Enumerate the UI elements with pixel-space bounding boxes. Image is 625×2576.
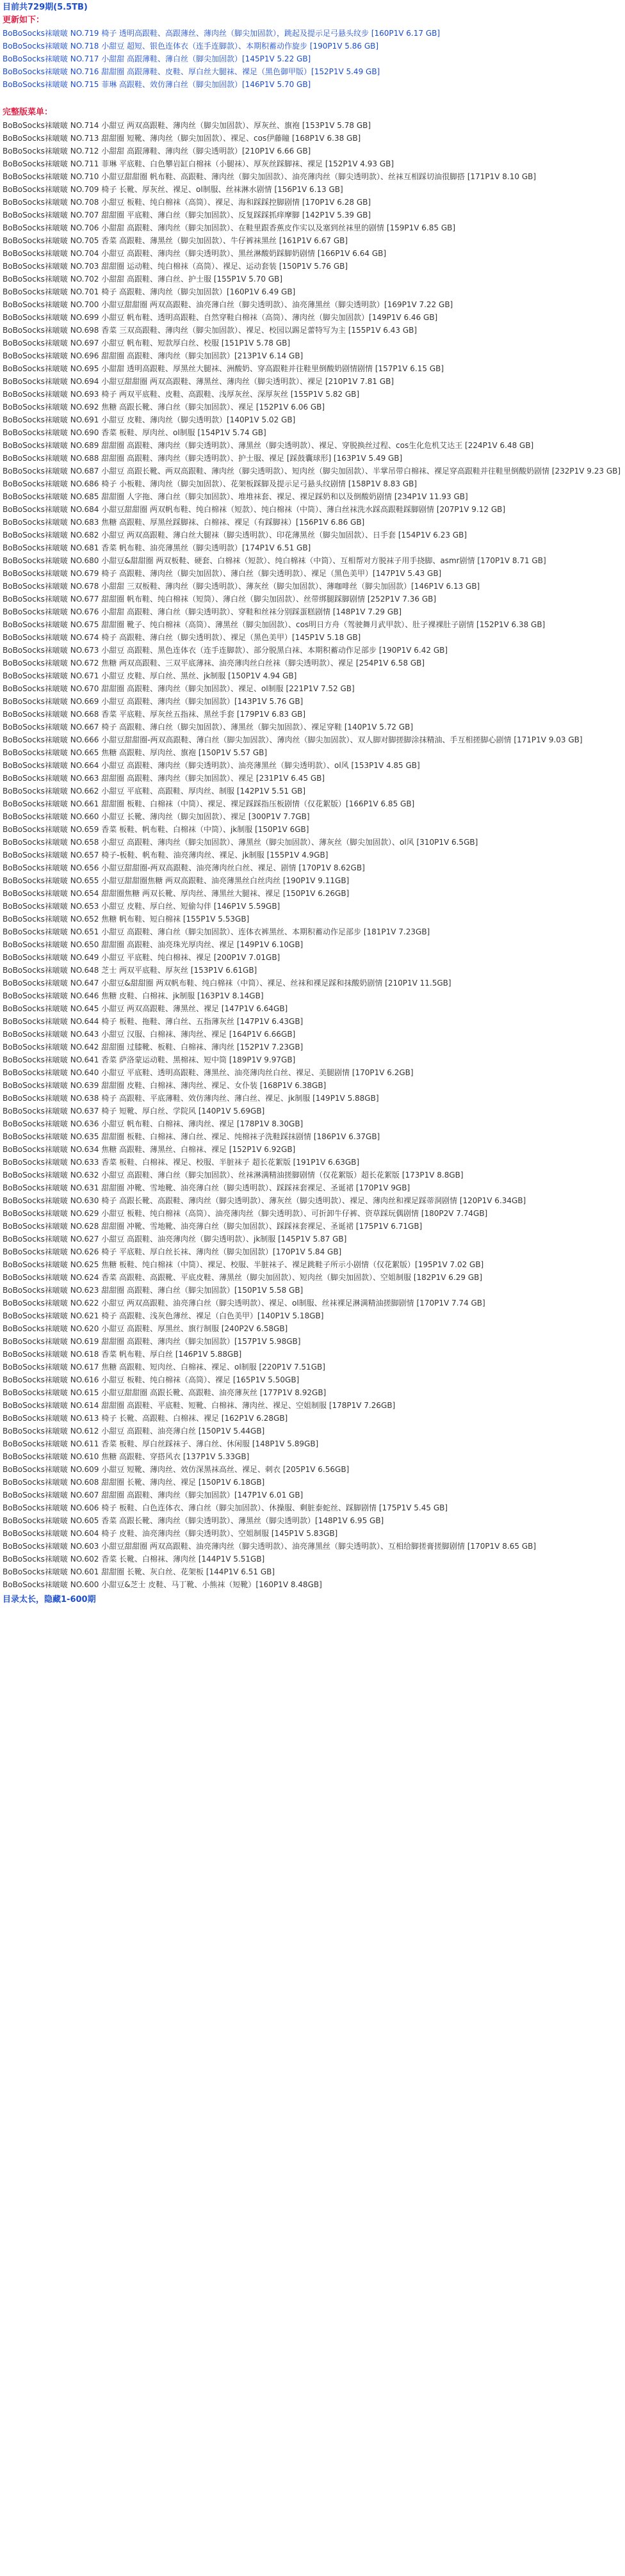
list-item: BoBoSocks袜啵啵 NO.635 甜甜圈 板鞋、白棉袜、薄白丝、裸足、纯棉袜子洗鞋踩抹剧情 [186P1V 6.37GB] bbox=[3, 1132, 380, 1141]
list-item: BoBoSocks袜啵啵 NO.657 椅子-板鞋、帆布鞋、油亮薄肉丝、裸足、jk制服 [155P1V 4.9GB] bbox=[3, 851, 329, 860]
list-item: BoBoSocks袜啵啵 NO.621 椅子 高跟鞋、浅灰色薄丝、裸足（白色美甲）[140P1V 5.18GB] bbox=[3, 1311, 324, 1320]
list-item: BoBoSocks袜啵啵 NO.622 小甜豆 两双高跟鞋、油亮薄白丝（脚尖透明款）、裸足、ol制服、丝袜裸足淋满精油搓脚剧情 [170P1V 7.74 GB] bbox=[3, 1299, 485, 1308]
list-item: BoBoSocks袜啵啵 NO.651 小甜豆 高跟鞋、薄白丝（脚尖加固款）、连体衣裤黑丝、本期积蓄动作足部步 [181P1V 7.23GB] bbox=[3, 927, 430, 936]
list-item: BoBoSocks袜啵啵 NO.653 小甜豆 皮鞋、厚白丝、短偷勾伴 [146P1V 5.59GB] bbox=[3, 902, 280, 911]
list-item: BoBoSocks袜啵啵 NO.630 椅子 高跟长靴、高跟鞋、薄肉丝（脚尖透明款）、薄灰丝（脚尖透明款）、裸足、薄肉丝和裸足踩蒂洞剧情 [120P1V 6.34GB] bbox=[3, 1196, 526, 1205]
list-item: BoBoSocks袜啵啵 NO.705 香菜 高跟鞋、薄黑丝（脚尖加固款）、牛仔裤袜黑丝 [161P1V 6.67 GB] bbox=[3, 236, 348, 245]
list-item: BoBoSocks袜啵啵 NO.674 椅子 高跟鞋、薄白丝（脚尖透明款）、裸足（黑色美甲）[145P1V 5.18 GB] bbox=[3, 633, 361, 642]
list-item: BoBoSocks袜啵啵 NO.695 小甜甜 透明高跟鞋、厚黑丝大腿袜、洲酸奶、穿高跟鞋并往鞋里倒酸奶剧情剧情 [157P1V 6.15 GB] bbox=[3, 364, 444, 373]
list-item: BoBoSocks袜啵啵 NO.701 椅子 高跟鞋、薄肉丝（脚尖加固款）[160P1V 6.49 GB] bbox=[3, 287, 296, 296]
list-item: BoBoSocks袜啵啵 NO.631 甜甜圈 冲靴、雪地靴、油亮薄白丝（脚尖透明款）、踩踩袜套裸足、圣诞裙 [170P1V 9GB] bbox=[3, 1183, 410, 1192]
list-item: BoBoSocks袜啵啵 NO.642 甜甜圈 过膝靴、板鞋、白棉袜、薄肉丝 [152P1V 7.23GB] bbox=[3, 1043, 304, 1052]
list-item: BoBoSocks袜啵啵 NO.637 椅子 短靴、厚白丝、学院风 [140P1V 5.69GB] bbox=[3, 1107, 265, 1116]
list-item: BoBoSocks袜啵啵 NO.665 焦糖 高跟鞋、厚肉丝、旗袍 [150P1V 5.57 GB] bbox=[3, 748, 268, 757]
list-item: BoBoSocks袜啵啵 NO.704 小甜豆 高跟鞋、薄肉丝（脚尖透明款）、黑丝淋酸奶踩脚奶剧情 [166P1V 6.64 GB] bbox=[3, 249, 387, 258]
list-item: BoBoSocks袜啵啵 NO.634 焦糖 高跟鞋、薄黑丝、白棉袜、裸足 [152P1V 6.92GB] bbox=[3, 1145, 296, 1154]
updates-heading: 更新如下： bbox=[3, 15, 45, 25]
list-item: BoBoSocks袜啵啵 NO.703 甜甜圈 运动鞋、纯白棉袜（高筒）、裸足、运动套装 [150P1V 5.76 GB] bbox=[3, 262, 348, 271]
list-item: BoBoSocks袜啵啵 NO.656 小甜豆甜甜圈-两双高跟鞋、油亮薄肉丝白丝、裸足、剧情 [170P1V 8.62GB] bbox=[3, 863, 365, 872]
list-item: BoBoSocks袜啵啵 NO.691 小甜豆 皮鞋、薄肉丝（脚尖透明款）[140P1V 5.02 GB] bbox=[3, 415, 296, 424]
list-item: BoBoSocks袜啵啵 NO.714 小甜豆 两双高跟鞋、薄肉丝（脚尖加固款）、厚灰丝、旗袍 [153P1V 5.78 GB] bbox=[3, 121, 371, 130]
list-item: BoBoSocks袜啵啵 NO.645 小甜豆 两双高跟鞋、薄黑丝、裸足 [147P1V 6.64GB] bbox=[3, 1004, 288, 1013]
list-item: BoBoSocks袜啵啵 NO.610 焦糖 高跟鞋、穿搭风衣 [137P1V 5.33GB] bbox=[3, 1452, 250, 1461]
list-item: BoBoSocks袜啵啵 NO.658 小甜豆 高跟鞋、薄肉丝（脚尖加固款）、薄黑丝（脚尖加固款）、薄灰丝（脚尖加固款）、ol风 [310P1V 6.5GB] bbox=[3, 838, 478, 847]
list-item: BoBoSocks袜啵啵 NO.675 甜甜圈 靴子、纯白棉袜（高筒）、薄黑丝（脚尖加固款）、cos明日方舟（驾驶舞月武甲款）、肚子裸裸肚子剧情 [152P1V 6.38 GB] bbox=[3, 620, 546, 629]
list-item: BoBoSocks袜啵啵 NO.615 小甜豆甜甜圈 高跟长靴、高跟鞋、油亮薄灰丝 [177P1V 8.92GB] bbox=[3, 1388, 327, 1397]
list-item: BoBoSocks袜啵啵 NO.698 香菜 三双高跟鞋、薄肉丝（脚尖加固款）、裸足、校园以踢足蕾特写为主 [155P1V 6.43 GB] bbox=[3, 326, 418, 335]
list-item: BoBoSocks袜啵啵 NO.681 香菜 帆布鞋、油亮薄黑丝（脚尖透明款）[174P1V 6.51 GB] bbox=[3, 543, 311, 552]
list-item: BoBoSocks袜啵啵 NO.687 小甜豆 高跟长靴、两双高跟鞋、薄肉丝（脚尖透明款）、短肉丝（脚尖加固款）、半掌吊带白棉袜、裸足穿高跟鞋并往鞋里倒酸奶剧情 [232P1V 9.23 GB] bbox=[3, 467, 621, 476]
list-item: BoBoSocks袜啵啵 NO.699 小甜豆 帆布鞋、透明高跟鞋、自然穿鞋白棉袜（高筒）、薄肉丝（脚尖加固款）[149P1V 6.46 GB] bbox=[3, 313, 438, 322]
list-item: BoBoSocks袜啵啵 NO.683 焦糖 高跟鞋、厚黑丝踩脚袜、白棉袜、裸足（有踩脚袜）[156P1V 6.86 GB] bbox=[3, 518, 365, 527]
list-item: BoBoSocks袜啵啵 NO.673 小甜豆 高跟鞋、黑色连体衣（连手连脚款）、部分脱黑白袜、本期积蓄动作足部步 [190P1V 6.42 GB] bbox=[3, 646, 448, 655]
list-item: BoBoSocks袜啵啵 NO.619 甜甜圈 高跟鞋、薄肉丝（脚尖加固款）[157P1V 5.98GB] bbox=[3, 1337, 301, 1346]
list-item: BoBoSocks袜啵啵 NO.648 芝士 两双平底鞋、厚灰丝 [153P1V 6.61GB] bbox=[3, 966, 257, 975]
list-item: BoBoSocks袜啵啵 NO.702 小甜甜 高跟鞋、薄白丝、护士服 [155P1V 5.70 GB] bbox=[3, 275, 283, 284]
list-item: BoBoSocks袜啵啵 NO.669 小甜豆 高跟鞋、薄肉丝（脚尖加固款）[143P1V 5.76 GB] bbox=[3, 697, 304, 706]
list-item: BoBoSocks袜啵啵 NO.710 小甜豆甜甜圈 帆布鞋、高跟鞋、薄肉丝（脚尖加固款）、油亮薄肉丝（脚尖透明款）、丝袜互相踩切油很脚搭 [171P1V 8.10 GB] bbox=[3, 172, 537, 181]
list-item: BoBoSocks袜啵啵 NO.700 小甜豆甜甜圈 两双高跟鞋、油亮薄白丝（脚尖透明款）、油亮薄黑丝（脚尖透明款）[169P1V 7.22 GB] bbox=[3, 300, 453, 309]
list-item: BoBoSocks袜啵啵 NO.640 小甜豆 平底鞋、透明高跟鞋、薄黑丝、油亮薄肉丝白丝、裸足、美腿剧情 [170P1V 6.2GB] bbox=[3, 1068, 414, 1077]
list-item: BoBoSocks袜啵啵 NO.644 椅子 板鞋、拖鞋、薄白丝、五指薄灰丝 [147P1V 6.43GB] bbox=[3, 1017, 304, 1026]
list-item: BoBoSocks袜啵啵 NO.709 椅子 长靴、厚灰丝、裸足、ol制服、丝袜淋水剧情 [156P1V 6.13 GB] bbox=[3, 185, 343, 194]
list-item: BoBoSocks袜啵啵 NO.641 香菜 萨洛蒙运动鞋、黑棉袜、短中筒 [189P1V 9.97GB] bbox=[3, 1055, 296, 1064]
list-item: BoBoSocks袜啵啵 NO.649 小甜豆 平底鞋、纯白棉袜、裸足 [200P1V 7.01GB] bbox=[3, 953, 280, 962]
list-item: BoBoSocks袜啵啵 NO.684 小甜豆甜甜圈 两双帆布鞋、纯白棉袜（短款）、纯白棉袜（中筒）、薄白丝袜洗水踩高跟鞋踩脚剧情 [207P1V 9.12 GB] bbox=[3, 505, 506, 514]
list-item: BoBoSocks袜啵啵 NO.715 菲琳 高跟鞋、效仿薄白丝（脚尖加固款）[146P1V 5.70 GB] bbox=[3, 80, 311, 89]
list-item: BoBoSocks袜啵啵 NO.688 甜甜圈 高跟鞋、薄肉丝（脚尖透明款）、护士服、裸足 [踩鼓囊球形] [163P1V 5.49 GB] bbox=[3, 454, 403, 463]
list-item: BoBoSocks袜啵啵 NO.613 椅子 长靴、高跟鞋、白棉袜、裸足 [162P1V 6.28GB] bbox=[3, 1414, 288, 1423]
list-item: BoBoSocks袜啵啵 NO.646 焦糖 皮鞋、白棉袜、jk制服 [163P1V 8.14GB] bbox=[3, 991, 264, 1000]
list-item: BoBoSocks袜啵啵 NO.686 椅子 小板鞋、薄肉丝（脚尖加固款）、花架板踩脚及提示足弓悬头纹剧情 [158P1V 8.83 GB] bbox=[3, 479, 418, 488]
list-item: BoBoSocks袜啵啵 NO.617 焦糖 高跟鞋、短肉丝、白棉袜、裸足、ol制服 [220P1V 7.51GB] bbox=[3, 1363, 325, 1372]
list-item: BoBoSocks袜啵啵 NO.694 小甜豆甜甜圈 两双高跟鞋、薄黑丝、薄肉丝（脚尖透明款）、裸足 [210P1V 7.81 GB] bbox=[3, 377, 394, 386]
list-item: BoBoSocks袜啵啵 NO.606 椅子 板鞋、白色连体衣、薄白丝（脚尖加固款）、休操服、剩脏泰蛇丝、踩脚剧情 [175P1V 5.45 GB] bbox=[3, 1503, 448, 1512]
list-item: BoBoSocks袜啵啵 NO.671 小甜豆 皮鞋、厚白丝、黑丝、jk制服 [150P1V 4.94 GB] bbox=[3, 671, 297, 680]
list-item: BoBoSocks袜啵啵 NO.692 焦糖 高跟长靴、薄白丝（脚尖加固款）、裸足 [152P1V 6.06 GB] bbox=[3, 403, 325, 412]
list-item: BoBoSocks袜啵啵 NO.682 小甜豆 两双高跟鞋、薄白丝大腿袜（脚尖透明款）、印花薄黑丝（脚尖加固款）、日手套 [154P1V 6.23 GB] bbox=[3, 531, 467, 540]
list-item: BoBoSocks袜啵啵 NO.676 小甜甜 高跟鞋、薄白丝（脚尖透明款）、穿鞋和丝袜分别踩蛋糕剧情 [148P1V 7.29 GB] bbox=[3, 607, 402, 616]
list-item: BoBoSocks袜啵啵 NO.602 香菜 长靴、白棉袜、薄肉丝 [144P1V 5.51GB] bbox=[3, 1555, 265, 1564]
list-item: BoBoSocks袜啵啵 NO.680 小甜豆&甜甜圈 两双板鞋、硬套、白棉袜（短款）、纯白棉袜（中筒）、互相帮对方脱袜子用手挠脚、asmr剧情 [170P1V 8.71 GB] bbox=[3, 556, 546, 565]
list-item: BoBoSocks袜啵啵 NO.612 小甜豆 高跟鞋、油亮薄白丝 [150P1V 5.44GB] bbox=[3, 1427, 265, 1436]
full-menu-list bbox=[3, 119, 622, 1591]
list-item: BoBoSocks袜啵啵 NO.638 椅子 高跟鞋、平底薄鞋、效仿薄肉丝、薄白丝、裸足、jk制服 [149P1V 5.88GB] bbox=[3, 1094, 379, 1103]
list-item: BoBoSocks袜啵啵 NO.672 焦糖 两双高跟鞋、三双平底薄袜、油亮薄肉丝白丝袜（脚尖透明款）、裸足 [254P1V 6.58 GB] bbox=[3, 659, 425, 668]
list-item: BoBoSocks袜啵啵 NO.639 甜甜圈 皮鞋、白棉袜、薄肉丝、裸足、女仆装 [168P1V 6.38GB] bbox=[3, 1081, 327, 1090]
list-item: BoBoSocks袜啵啵 NO.628 甜甜圈 冲靴、雪地靴、油亮薄白丝（脚尖加固款）、踩踩袜套裸足、圣诞裙 [175P1V 6.71GB] bbox=[3, 1222, 423, 1231]
list-item: BoBoSocks袜啵啵 NO.668 香菜 平底鞋、厚灰丝五指袜、黑丝手套 [179P1V 6.83 GB] bbox=[3, 710, 306, 719]
list-item: BoBoSocks袜啵啵 NO.632 小甜豆 高跟鞋、薄白丝（脚尖加固款）、丝袜淋满精油搓脚剧情（仅花絮版）超长花絮版 [173P1V 8.8GB] bbox=[3, 1171, 464, 1180]
list-item: BoBoSocks袜啵啵 NO.633 香菜 板鞋、白棉袜、裸足、校服、半脏袜子 超长花絮版 [191P1V 6.63GB] bbox=[3, 1158, 360, 1167]
list-item: BoBoSocks袜啵啵 NO.662 小甜豆 平底鞋、高跟鞋、厚肉丝、制服 [142P1V 5.51 GB] bbox=[3, 787, 306, 796]
list-item: BoBoSocks袜啵啵 NO.716 甜甜圈 高跟薄鞋、皮鞋、厚白丝大腿袜、裸足（黑色御甲版）[152P1V 5.49 GB] bbox=[3, 67, 380, 76]
list-item: BoBoSocks袜啵啵 NO.713 甜甜圈 短靴、薄肉丝（脚尖加固款）、裸足、cos伊藤瞳 [168P1V 6.38 GB] bbox=[3, 134, 361, 143]
list-item: BoBoSocks袜啵啵 NO.659 香菜 板鞋、帆布鞋、白棉袜（中筒）、jk制服 [150P1V 6GB] bbox=[3, 825, 309, 834]
list-item: BoBoSocks袜啵啵 NO.678 小甜甜 三双板鞋、薄肉丝（脚尖透明款）、薄灰丝（脚尖加固款）、薄咖啡丝（脚尖加固款）[146P1V 6.13 GB] bbox=[3, 582, 480, 591]
list-item: BoBoSocks袜啵啵 NO.603 小甜豆甜甜圈 两双高跟鞋、油亮薄肉丝（脚尖透明款）、油亮薄黑丝（脚尖透明款）、互相给脚搓膏搓脚剧情 [170P1V 8.65 GB] bbox=[3, 1542, 537, 1551]
list-item: BoBoSocks袜啵啵 NO.685 甜甜圈 人字拖、薄白丝（脚尖加固款）、堆堆袜套、裸足、裸足踩奶和以及倒酸奶剧情 [234P1V 11.93 GB] bbox=[3, 492, 468, 501]
list-item: BoBoSocks袜啵啵 NO.707 甜甜圈 平底鞋、薄白丝（脚尖加固款）、反复踩踩抓痒摩脚 [142P1V 5.39 GB] bbox=[3, 211, 371, 220]
list-item: BoBoSocks袜啵啵 NO.650 甜甜圈 高跟鞋、油亮珠光厚肉丝、裸足 [149P1V 6.10GB] bbox=[3, 940, 304, 949]
full-menu-heading: 完整版菜单： bbox=[3, 108, 53, 117]
list-item: BoBoSocks袜啵啵 NO.696 甜甜圈 高跟鞋、薄肉丝（脚尖加固款）[213P1V 6.14 GB] bbox=[3, 351, 304, 360]
list-item: BoBoSocks袜啵啵 NO.708 小甜豆 板鞋、纯白棉袜（高筒）、裸足、海和踩踩控脚剧情 [170P1V 6.28 GB] bbox=[3, 198, 371, 207]
footer-note: 目录太长，隐藏1-600期 bbox=[3, 1595, 96, 1604]
list-item: BoBoSocks袜啵啵 NO.706 小甜甜 高跟鞋、薄肉丝（脚尖加固款）、在鞋里跟香蕉皮作实以及塞到丝袜里的剧情 [159P1V 6.85 GB] bbox=[3, 223, 456, 232]
section-spacer bbox=[3, 91, 622, 106]
list-item: BoBoSocks袜啵啵 NO.663 甜甜圈 高跟鞋、薄肉丝（脚尖加固款）、裸足 [231P1V 6.45 GB] bbox=[3, 774, 325, 783]
list-item: BoBoSocks袜啵啵 NO.618 香菜 帆布鞋、厚白丝 [146P1V 5.88GB] bbox=[3, 1350, 242, 1359]
list-item: BoBoSocks袜啵啵 NO.654 甜甜圈焦糖 两双长靴、厚肉丝、薄黑丝大腿袜、裸足 [150P1V 6.26GB] bbox=[3, 889, 350, 898]
list-item: BoBoSocks袜啵啵 NO.717 小甜甜 高跟薄鞋、薄白丝（脚尖加固款）[145P1V 5.22 GB] bbox=[3, 54, 311, 63]
list-item: BoBoSocks袜啵啵 NO.604 椅子 皮鞋、油亮薄肉丝（脚尖透明款）、空姐制服 [145P1V 5.83GB] bbox=[3, 1529, 338, 1538]
list-item: BoBoSocks袜啵啵 NO.667 椅子 高跟鞋、薄白丝（脚尖加固款）、薄黑丝（脚尖加固款）、裸足穿鞋 [140P1V 5.72 GB] bbox=[3, 723, 414, 732]
list-item: BoBoSocks袜啵啵 NO.647 小甜豆&甜甜圈 两双帆布鞋、纯白棉袜（中筒）、裸足、丝袜和裸足踩和抹酸奶剧情 [210P1V 11.5GB] bbox=[3, 979, 451, 988]
list-item: BoBoSocks袜啵啵 NO.608 甜甜圈 长靴、薄肉丝、裸足 [150P1V 6.18GB] bbox=[3, 1478, 265, 1487]
list-item: BoBoSocks袜啵啵 NO.660 小甜豆 长靴、薄肉丝（脚尖加固款）、裸足 [300P1V 7.7GB] bbox=[3, 812, 310, 821]
list-item: BoBoSocks袜啵啵 NO.611 香菜 板鞋、厚白丝踩袜子、薄白丝、休闲服 [148P1V 5.89GB] bbox=[3, 1439, 319, 1448]
list-item: BoBoSocks袜啵啵 NO.629 小甜豆 板鞋、纯白棉袜（高筒）、油亮薄肉丝（脚尖透明款）、可折卸牛仔裤、资草踩玩偶剧情 [180P2V 7.74GB] bbox=[3, 1209, 488, 1218]
list-item: BoBoSocks袜啵啵 NO.627 小甜豆 高跟鞋、油亮薄肉丝（脚尖透明款）、jk制服 [145P1V 5.87 GB] bbox=[3, 1235, 347, 1244]
list-item: BoBoSocks袜啵啵 NO.661 甜甜圈 板鞋、白棉袜（中筒）、裸足、裸足踩踩指压板剧情（仅花絮版）[166P1V 6.85 GB] bbox=[3, 799, 415, 808]
list-item: BoBoSocks袜啵啵 NO.689 甜甜圈 高跟鞋、薄肉丝（脚尖透明款）、薄黑丝（脚尖透明款）、裸足、穿脱换丝过程、cos生化危机艾达王 [224P1V 6.48 GB] bbox=[3, 441, 534, 450]
list-item: BoBoSocks袜啵啵 NO.670 甜甜圈 高跟鞋、薄肉丝（脚尖加固款）、裸足、ol制服 [221P1V 7.52 GB] bbox=[3, 684, 355, 693]
list-item: BoBoSocks袜啵啵 NO.626 椅子 平底鞋、厚白丝长袜、薄肉丝（脚尖加固款）[170P1V 5.84 GB] bbox=[3, 1247, 342, 1256]
list-item: BoBoSocks袜啵啵 NO.636 小甜豆 帆布鞋、白棉袜、薄肉丝、裸足 [178P1V 8.30GB] bbox=[3, 1119, 304, 1128]
list-item: BoBoSocks袜啵啵 NO.620 小甜豆 高跟鞋、厚黑丝、旗行制服 [240P2V 6.58GB] bbox=[3, 1324, 288, 1333]
total-count-heading: 目前共729期(5.5TB) bbox=[3, 3, 88, 12]
list-item: BoBoSocks袜啵啵 NO.664 小甜豆 高跟鞋、薄肉丝（脚尖透明款）、油亮薄黑丝（脚尖透明款）、ol风 [153P1V 4.85 GB] bbox=[3, 761, 420, 770]
list-item: BoBoSocks袜啵啵 NO.718 小甜豆 超短、银色连体衣（连手连脚款）、本期积蓄动作旋步 [190P1V 5.86 GB] bbox=[3, 42, 379, 51]
list-item: BoBoSocks袜啵啵 NO.666 小甜豆甜甜圈-两双高跟鞋、薄白丝（脚尖加固款）、薄肉丝（脚尖加固款）、双人脚对脚搓脚涂抹精油、手互相搓脚心剧情 [171P1V 9.03 GB] bbox=[3, 735, 583, 744]
list-item: BoBoSocks袜啵啵 NO.677 甜甜圈 帆布鞋、纯白棉袜（短筒）、薄白丝（脚尖加固款）、丝带绑腿踩脚剧情 [252P1V 7.36 GB] bbox=[3, 595, 437, 604]
list-item: BoBoSocks袜啵啵 NO.605 香菜 高跟长靴、薄肉丝（脚尖透明款）、薄黑丝（脚尖透明款）[148P1V 6.95 GB] bbox=[3, 1516, 384, 1525]
list-item: BoBoSocks袜啵啵 NO.712 小甜甜 高跟薄鞋、薄肉丝（脚尖透明款）[210P1V 6.66 GB] bbox=[3, 147, 311, 156]
list-item: BoBoSocks袜啵啵 NO.711 菲琳 平底鞋、白色攀岩缸白棉袜（小腿袜）、厚灰丝踩脚袜、裸足 [152P1V 4.93 GB] bbox=[3, 159, 394, 168]
list-item: BoBoSocks袜啵啵 NO.719 椅子 透明高跟鞋、高跟薄丝、薄肉丝（脚尖加固款），跳起及提示足弓悬头纹步 [160P1V 6.17 GB] bbox=[3, 29, 441, 38]
list-item: BoBoSocks袜啵啵 NO.697 小甜豆 帆布鞋、短款厚白丝、校服 [151P1V 5.78 GB] bbox=[3, 339, 291, 348]
list-item: BoBoSocks袜啵啵 NO.624 香菜 高跟鞋、高跟靴、平底皮鞋、薄黑丝（脚尖加固款）、短肉丝（脚尖加固款）、空姐制服 [182P1V 6.29 GB] bbox=[3, 1273, 483, 1282]
list-item: BoBoSocks袜啵啵 NO.614 甜甜圈 高跟鞋、平底鞋、短靴、白棉袜、薄肉丝、裸足、空姐制服 [178P1V 7.26GB] bbox=[3, 1401, 396, 1410]
list-item: BoBoSocks袜啵啵 NO.652 焦糖 帆布鞋、短白棉袜 [155P1V 5.53GB] bbox=[3, 915, 250, 924]
list-item: BoBoSocks袜啵啵 NO.643 小甜豆 汉服、白棉袜、薄肉丝、裸足 [164P1V 6.66GB] bbox=[3, 1030, 296, 1039]
list-item: BoBoSocks袜啵啵 NO.693 椅子 两双平底鞋、皮鞋、高跟鞋、浅厚灰丝、深厚灰丝 [155P1V 5.82 GB] bbox=[3, 390, 360, 399]
list-item: BoBoSocks袜啵啵 NO.679 椅子 高跟鞋、薄肉丝（脚尖加固款）、薄白丝（脚尖透明款）、裸足（黑色美甲）[147P1V 5.43 GB] bbox=[3, 569, 442, 578]
list-item: BoBoSocks袜啵啵 NO.616 小甜豆 板鞋、纯白棉袜（高筒）、裸足 [165P1V 5.50GB] bbox=[3, 1375, 300, 1384]
list-item: BoBoSocks袜啵啵 NO.625 焦糖 板鞋、纯白棉袜（中筒）、裸足、校服、半脏袜子、裸足跳鞋子所示小剧情（仅花絮版）[195P1V 7.02 GB] bbox=[3, 1260, 484, 1269]
list-item: BoBoSocks袜啵啵 NO.623 甜甜圈 高跟鞋、薄白丝（脚尖加固款）[150P1V 5.58 GB] bbox=[3, 1286, 304, 1295]
list-item: BoBoSocks袜啵啵 NO.601 甜甜圈 长靴、灰白丝、花架板 [144P1V 6.51 GB] bbox=[3, 1567, 275, 1576]
list-item: BoBoSocks袜啵啵 NO.609 小甜豆 短靴、薄肉丝、效仿深黑袜高丝、裸足、刺衣 [205P1V 6.56GB] bbox=[3, 1465, 350, 1474]
list-item: BoBoSocks袜啵啵 NO.607 甜甜圈 高跟鞋、薄肉丝（脚尖加固款）[147P1V 6.01 GB] bbox=[3, 1491, 304, 1500]
list-item: BoBoSocks袜啵啵 NO.655 小甜豆甜甜圈焦糖 两双高跟鞋、油亮薄黑丝白丝肉丝 [190P1V 9.11GB] bbox=[3, 876, 350, 885]
list-item: BoBoSocks袜啵啵 NO.600 小甜豆&芝士 皮鞋、马丁靴、小熊袜（短靴）[160P1V 8.48GB] bbox=[3, 1580, 322, 1589]
updates-list bbox=[3, 27, 622, 91]
list-item: BoBoSocks袜啵啵 NO.690 香菜 板鞋、厚肉丝、ol制服 [154P1V 5.74 GB] bbox=[3, 428, 266, 437]
